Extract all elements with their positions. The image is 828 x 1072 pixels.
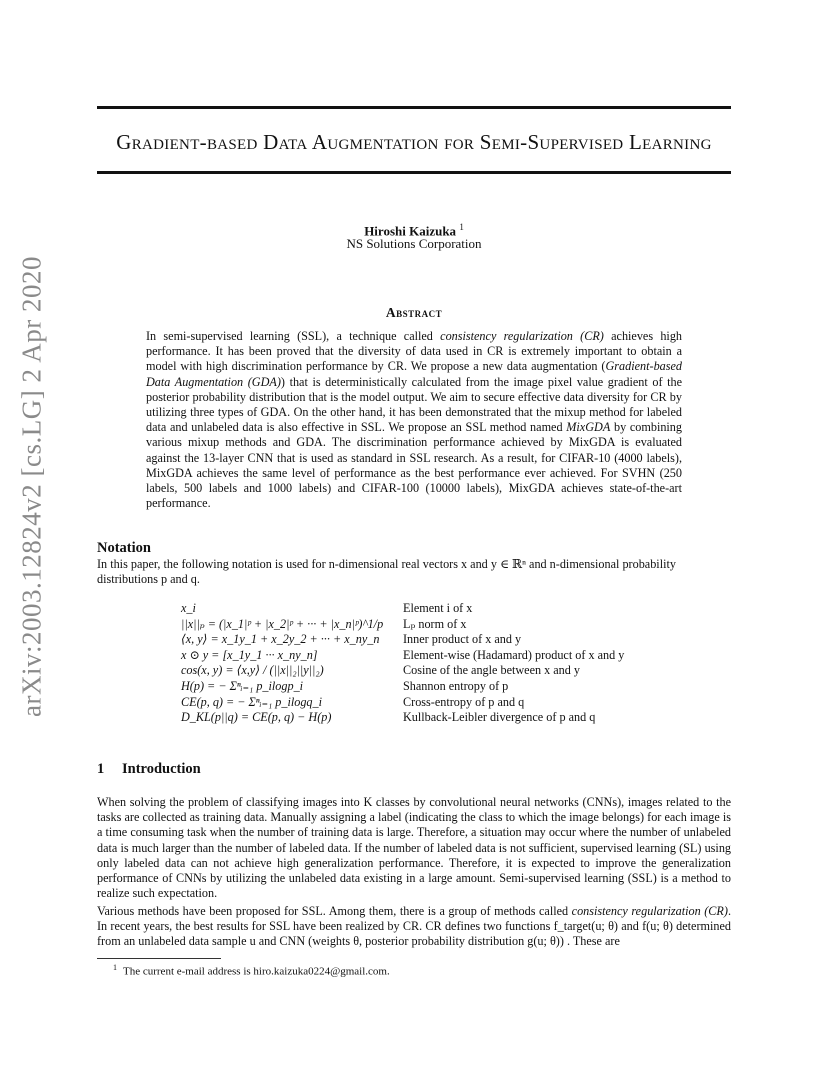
notation-symbol: ⟨x, y⟩ = x_1y_1 + x_2y_2 + ··· + x_ny_n — [181, 632, 380, 647]
notation-description: Cross-entropy of p and q — [403, 694, 525, 709]
section-title: Introduction — [122, 761, 201, 777]
intro-paragraph-2: Various methods have been proposed for SSL. Among them, there is a group of methods called consistency regularization (CR). In recent years, the best results for SSL have been realized by CR. CR defines two functions f_target(u; θ) and f(u; θ) determined from an unlabeled data sample u and CNN (weights θ, posterior probability distribution g(u; θ)) . These are — [97, 904, 731, 949]
notation-description: Element i of x — [403, 601, 473, 615]
footnote — [113, 963, 390, 978]
author-affiliation: NS Solutions Corporation — [346, 236, 482, 251]
notation-row — [181, 695, 624, 711]
section-heading-introduction — [97, 761, 201, 778]
notation-description: Inner product of x and y — [403, 632, 522, 647]
paper-title: Gradient-based Data Augmentation for Semi-Supervised Learning — [116, 130, 712, 154]
notation-symbol: D_KL(p||q) = CE(p, q) − H(p) — [181, 710, 332, 725]
notation-intro: In this paper, the following notation is used for n-dimensional real vectors x and y ∈ ℝⁿ and n-dimensional probability distributions p and q. — [97, 557, 676, 587]
notation-symbol: x ⊙ y = [x_1y_1 ··· x_ny_n] — [181, 647, 318, 662]
section-number: 1 — [97, 761, 105, 777]
notation-row — [181, 679, 624, 695]
abstract-heading: Abstract — [385, 305, 443, 320]
notation-symbol: cos(x, y) = ⟨x,y⟩ / (||x||₂||y||₂) — [181, 663, 324, 678]
footnote-mark: 1 — [113, 963, 117, 972]
notation-symbol: ||x||ₚ = (|x_1|ᵖ + |x_2|ᵖ + ··· + |x_n|ᵖ)^1/p — [181, 616, 384, 631]
abstract-text: In semi-supervised learning (SSL), a technique called consistency regularization (CR) achieves high performance. It has been proved that the diversity of data used in CR is extremely important to obtain a model with high discrimination performance by CR. We propose a new data augmentation (Gradient-based Data Augmentation (GDA)) that is deterministically calculated from the image pixel value gradient of the posterior probability distribution that is the model output. We aim to secure effective data diversity for CR by utilizing three types of GDA. On the other hand, it has been demonstrated that the mixup method for labeled data and unlabeled data is also effective in SSL. We propose an SSL method named MixGDA by combining various mixup methods and GDA. The discrimination performance achieved by MixGDA is evaluated against the 13-layer CNN that is used as standard in SSL research. As a result, for CIFAR-10 (4000 labels), MixGDA achieves the same level of performance as the best performance ever achieved. For SVHN (250 labels, 500 labels and 1000 labels) and CIFAR-100 (10000 labels), MixGDA achieves state-of-the-art performance. — [146, 329, 683, 511]
arxiv-identifier: arXiv:2003.12824v2 [cs.LG] 2 Apr 2020 — [16, 256, 47, 718]
intro-paragraph-1: When solving the problem of classifying images into K classes by convolutional neural networks (CNNs), images related to the tasks are collected as training data. Manually assigning a label (indicating the class to which the image belongs) for each image is a time consuming task when the number of training data is large. Therefore, a situation may occur where the number of unlabeled data is much larger than the number of labeled data. If the number of labeled data is not sufficient, supervised learning (SL) using only labeled data can not achieve high generalization performance. Therefore, it is expected to improve the generalization performance of CNNs by utilizing the unlabeled data existing in a large amount. Semi-supervised learning (SSL) is a method to realize such expectation. — [97, 795, 731, 901]
notation-description: Cosine of the angle between x and y — [403, 663, 581, 678]
notation-row — [181, 648, 624, 664]
notation-symbol: x_i — [181, 601, 196, 615]
notation-row — [181, 617, 624, 633]
notation-description: Shannon entropy of p — [403, 678, 509, 693]
notation-row — [181, 601, 624, 617]
notation-symbol: H(p) = − Σⁿᵢ₌₁ p_ilogp_i — [181, 678, 304, 693]
footnote-rule — [97, 958, 221, 959]
notation-row — [181, 663, 624, 679]
notation-description: Kullback-Leibler divergence of p and q — [403, 710, 596, 725]
author-name: Hiroshi Kaizuka — [364, 223, 457, 239]
notation-table — [181, 601, 624, 726]
notation-row — [181, 710, 624, 726]
notation-description: Lₚ norm of x — [403, 616, 467, 631]
title-bottom-rule — [97, 171, 731, 174]
author-footnote-mark: 1 — [459, 222, 464, 232]
title-top-rule — [97, 106, 731, 109]
notation-heading: Notation — [97, 540, 151, 556]
notation-row — [181, 632, 624, 648]
notation-description: Element-wise (Hadamard) product of x and y — [403, 647, 625, 662]
notation-symbol: CE(p, q) = − Σⁿᵢ₌₁ p_ilogq_i — [181, 694, 323, 709]
footnote-text: The current e-mail address is hiro.kaizuka0224@gmail.com. — [123, 965, 390, 978]
